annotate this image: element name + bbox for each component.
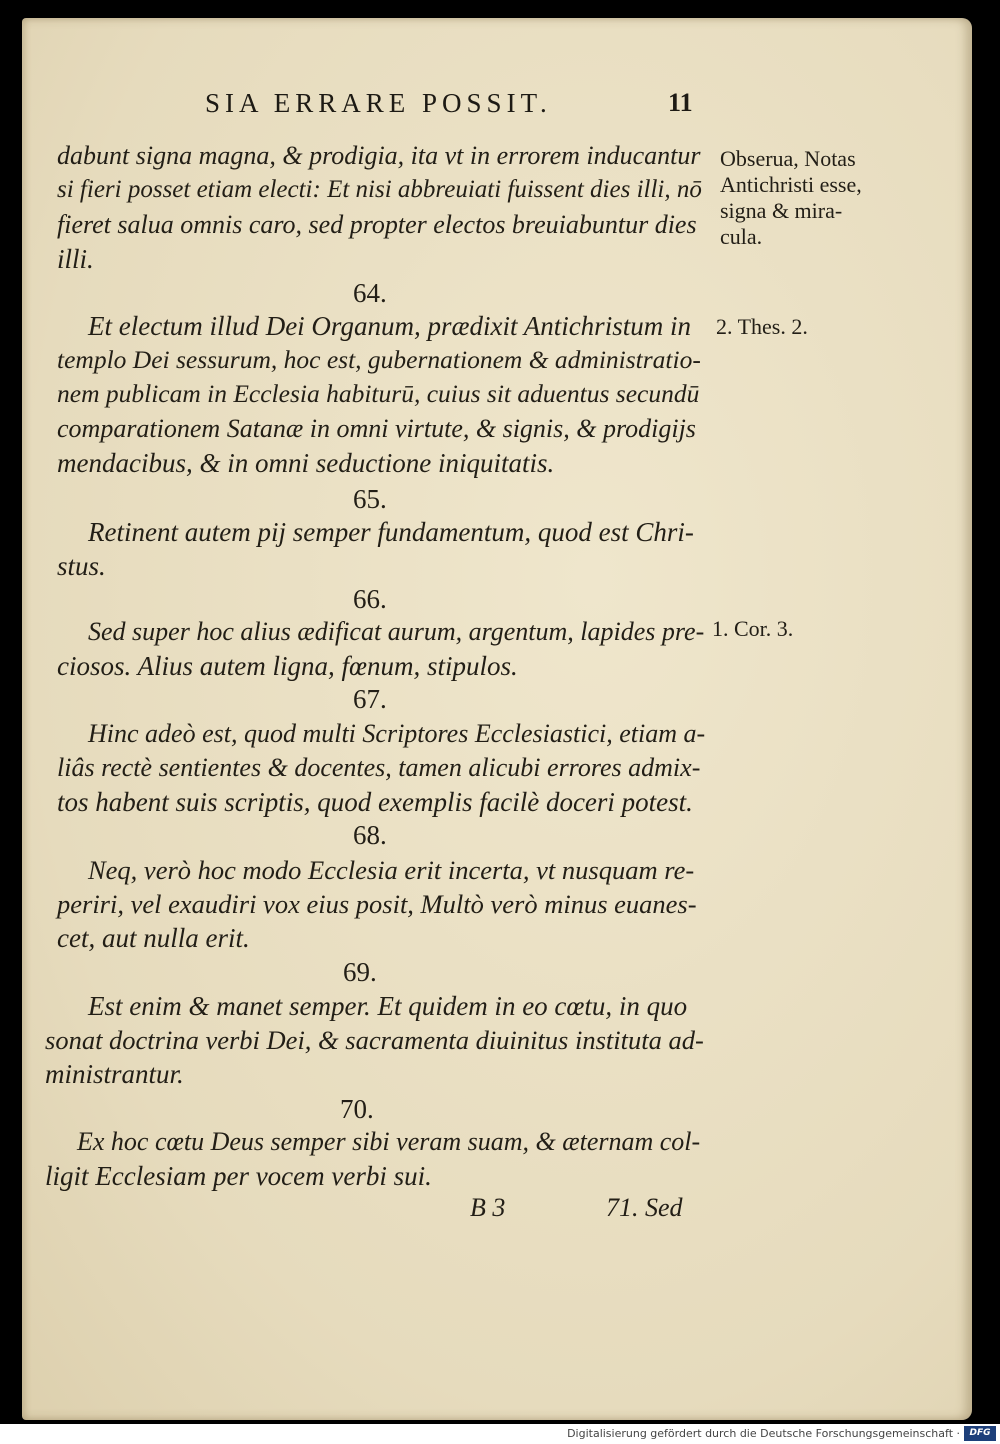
text-line: Est enim & manet semper. Et quidem in eo cœtu, in quo [88,991,688,1021]
signature-mark: B 3 [470,1193,506,1222]
text-line: ciosos. Alius autem ligna, fœnum, stipulos. [57,651,518,681]
catchword: 71. Sed [606,1193,683,1222]
dfg-logo: DFG [964,1426,996,1441]
margin-note: cula. [720,224,763,249]
section-number: 69. [343,957,377,987]
text-line: Hinc adeò est, quod multi Scriptores Ecclesiastici, etiam a- [88,719,706,748]
text-line: periri, vel exaudiri vox eius posit, Multò verò minus euanes- [57,889,697,919]
text-line: fieret salua omnis caro, sed propter electos breuiabuntur dies [57,210,697,239]
text-line: Et electum illud Dei Organum, prædixit Antichristum in [88,311,691,341]
section-number: 67. [353,684,387,714]
text-line: mendacibus, & in omni seductione iniquitatis. [57,448,555,478]
text-line: illi. [57,244,94,274]
text-line: cet, aut nulla erit. [57,923,250,953]
running-title: SIA ERRARE POSSIT. [205,88,552,118]
text-line: stus. [57,551,106,581]
running-head [0,88,1000,128]
text-line: dabunt signa magna, & prodigia, ita vt in errorem inducantur [57,141,701,170]
text-line: Ex hoc cœtu Deus semper sibi veram suam, & æternam col- [77,1127,701,1156]
funding-notice: Digitalisierung gefördert durch die Deutsche Forschungsgemeinschaft · [567,1427,960,1440]
margin-note: signa & mira- [720,198,843,223]
margin-note: Obserua, Notas [720,146,856,171]
section-number: 66. [353,584,387,614]
text-line: nem publicam in Ecclesia habiturū, cuius sit aduentus secundū [57,379,700,408]
page-number: 11 [668,88,693,117]
text-line: comparationem Satanæ in omni virtute, & signis, & prodigijs [57,414,696,443]
text-line: ligit Ecclesiam per vocem verbi sui. [45,1161,432,1191]
text-line: Neq, verò hoc modo Ecclesia erit incerta, vt nusquam re- [88,855,695,885]
text-line: ministrantur. [45,1059,184,1089]
section-number: 64. [353,278,387,308]
margin-note: Antichristi esse, [720,172,862,197]
text-line: tos habent suis scriptis, quod exemplis facilè doceri potest. [57,787,693,817]
footer-bar [0,1424,1000,1444]
section-number: 65. [353,484,387,514]
text-line: Retinent autem pij semper fundamentum, quod est Chri- [88,517,694,547]
margin-note: 1. Cor. 3. [712,616,794,641]
text-line: liâs rectè sentientes & docentes, tamen alicubi errores admix- [57,753,701,782]
text-line: templo Dei sessurum, hoc est, gubernationem & administratio- [57,345,701,374]
text-line: sonat doctrina verbi Dei, & sacramenta diuinitus instituta ad- [45,1025,704,1055]
margin-note: 2. Thes. 2. [716,314,808,339]
section-number: 68. [353,820,387,850]
section-number: 70. [340,1094,374,1124]
text-line: Sed super hoc alius ædificat aurum, argentum, lapides pre- [88,617,705,646]
text-line: si fieri posset etiam electi: Et nisi abbreuiati fuissent dies illi, nō [57,176,702,203]
